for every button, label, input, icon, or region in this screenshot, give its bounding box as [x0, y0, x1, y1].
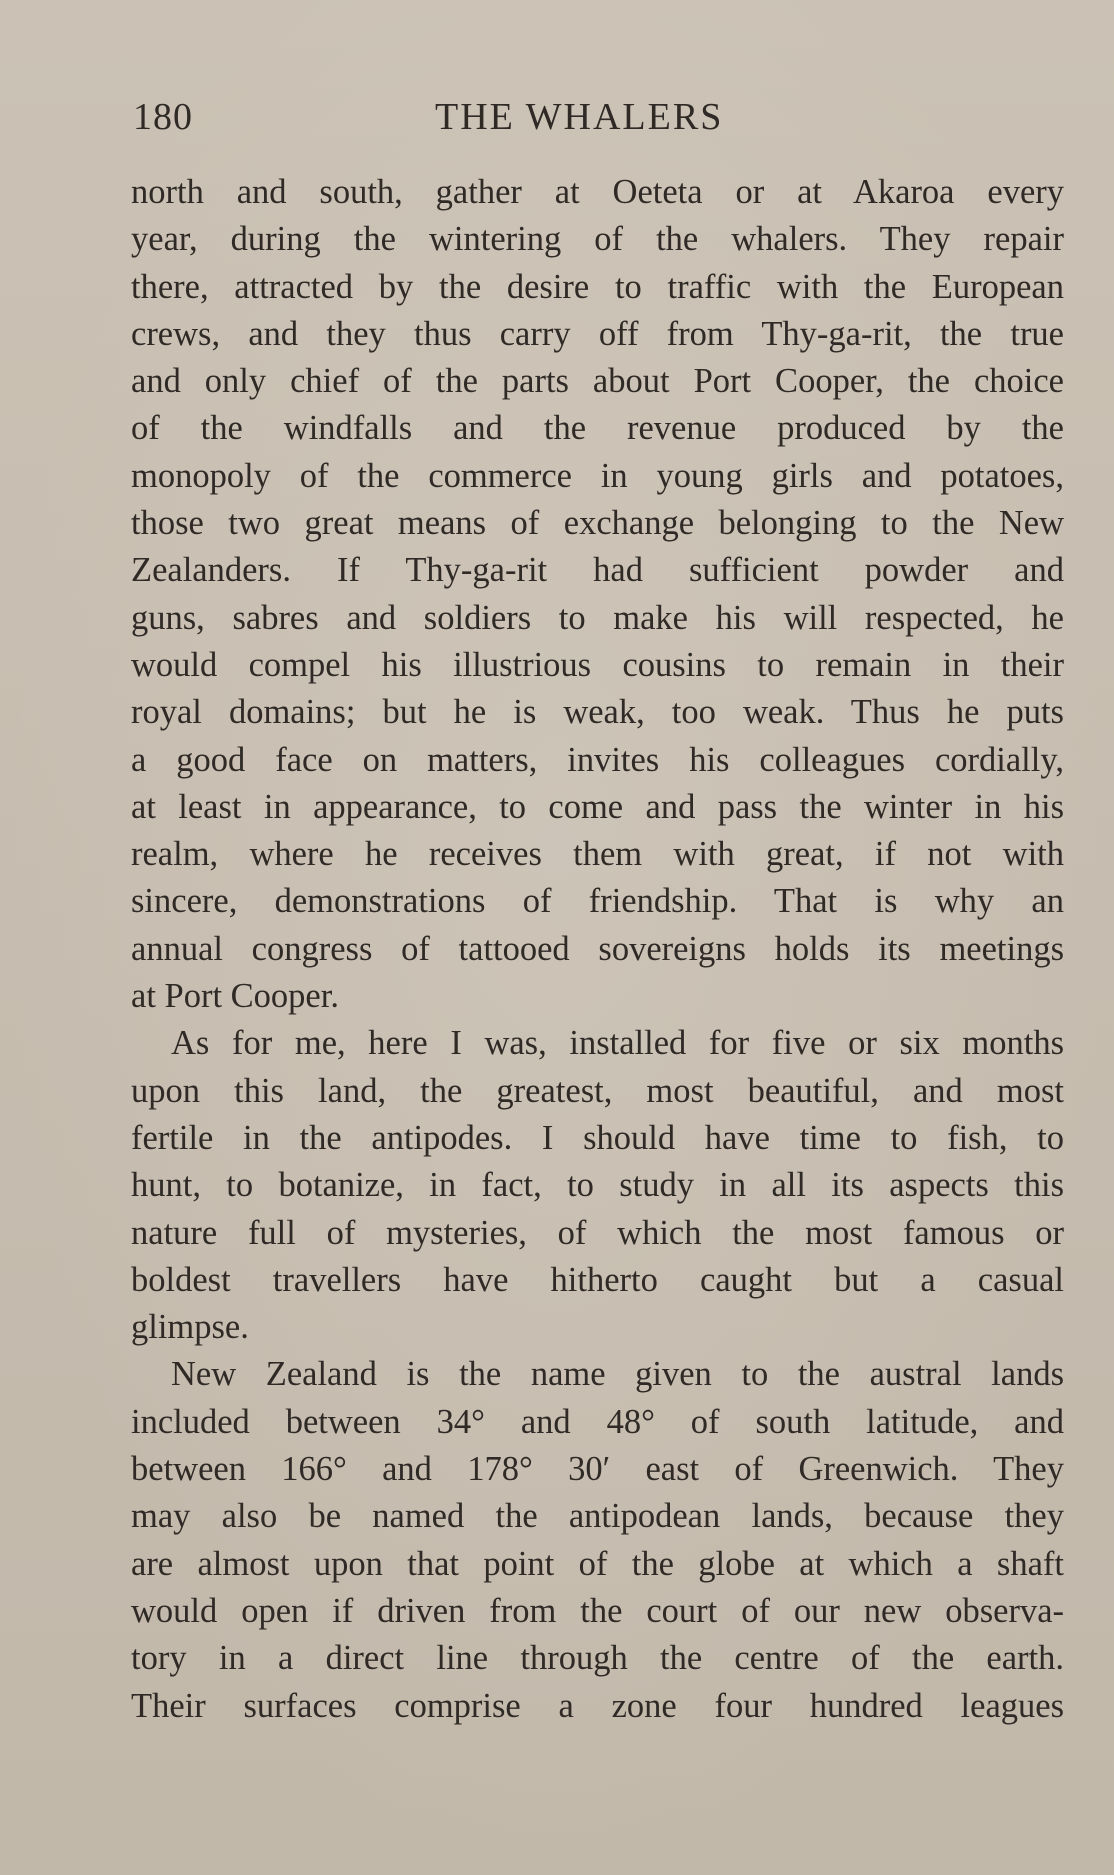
text-line: north and south, gather at Oeteta or at Akaroa every: [131, 173, 1064, 211]
text-line: crews, and they thus carry off from Thy-ga-rit, the true: [131, 314, 1064, 353]
text-line: included between 34° and 48° of south latitude, and: [131, 1402, 1064, 1441]
text-line: at least in appearance, to come and pass the winter in his: [131, 787, 1064, 826]
text-line: royal domains; but he is weak, too weak. Thus he puts: [131, 693, 1064, 732]
text-line: there, attracted by the desire to traffic with the European: [131, 267, 1064, 306]
text-line: would compel his illustrious cousins to remain in their: [131, 645, 1064, 684]
body-text: [131, 169, 1064, 1730]
text-line: of the windfalls and the revenue produced by the: [131, 409, 1064, 448]
text-line: fertile in the antipodes. I should have time to fish, to: [131, 1118, 1064, 1157]
text-line: sincere, demonstrations of friendship. That is why an: [131, 882, 1064, 921]
text-line: year, during the wintering of the whalers. They repair: [131, 220, 1064, 259]
text-line: guns, sabres and soldiers to make his will respected, he: [131, 598, 1064, 637]
text-line: glimpse.: [131, 1308, 249, 1347]
text-line: tory in a direct line through the centre of the earth.: [131, 1639, 1064, 1678]
text-line: monopoly of the commerce in young girls and potatoes,: [131, 456, 1064, 495]
text-line: at Port Cooper.: [131, 977, 339, 1016]
text-line: are almost upon that point of the globe at which a shaft: [131, 1544, 1064, 1583]
text-line: may also be named the antipodean lands, because they: [131, 1497, 1064, 1536]
text-line: annual congress of tattooed sovereigns holds its meetings: [131, 929, 1064, 968]
page-number: 180: [133, 96, 193, 138]
text-line: hunt, to botanize, in fact, to study in all its aspects this: [131, 1166, 1064, 1205]
text-line: upon this land, the greatest, most beautiful, and most: [131, 1071, 1064, 1110]
text-line: and only chief of the parts about Port Cooper, the choice: [131, 362, 1064, 401]
text-line: a good face on matters, invites his colleagues cordially,: [131, 740, 1064, 779]
text-line: between 166° and 178° 30′ east of Greenwich. They: [131, 1450, 1064, 1489]
text-line: realm, where he receives them with great, if not with: [131, 835, 1064, 874]
text-line: Their surfaces comprise a zone four hundred leagues: [131, 1686, 1064, 1725]
text-line: nature full of mysteries, of which the most famous or: [131, 1213, 1064, 1252]
text-line: As for me, here I was, installed for five or six months: [171, 1024, 1064, 1063]
running-head: THE WHALERS: [435, 96, 724, 138]
text-line: those two great means of exchange belonging to the New: [131, 504, 1064, 543]
text-line: would open if driven from the court of our new observa-: [131, 1591, 1064, 1630]
text-line: boldest travellers have hitherto caught but a casual: [131, 1260, 1064, 1299]
text-line: New Zealand is the name given to the austral lands: [171, 1355, 1064, 1394]
text-line: Zealanders. If Thy-ga-rit had sufficient powder and: [131, 551, 1064, 590]
